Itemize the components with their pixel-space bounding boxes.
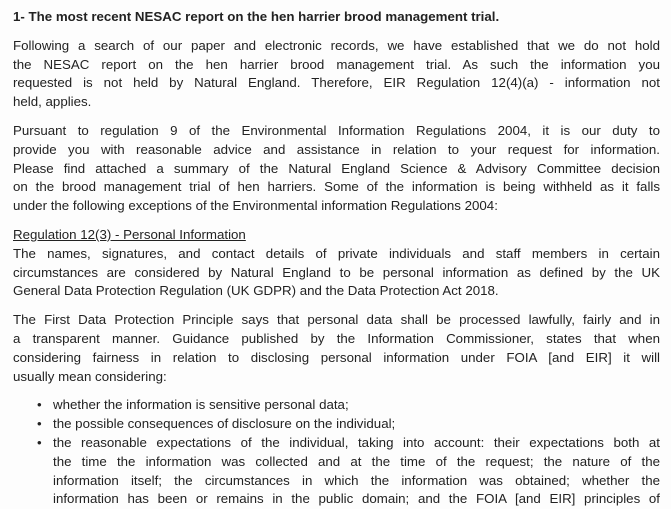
text-line: the reasonable expectations of the individual, taking into account: their expectations both at <box>53 434 660 450</box>
subheading-text: Regulation 12(3) - Personal Information <box>13 226 246 242</box>
bullet-icon: • <box>37 434 42 450</box>
text-line: General Data Protection Regulation (UK GDPR) and the Data Protection Act 2018. <box>13 283 499 299</box>
bullet-icon: • <box>37 416 42 432</box>
text-line: considering fairness in relation to disclosing personal information under FOIA [and EIR] it will <box>13 349 660 365</box>
text-line: requested is not held by Natural England. Therefore, EIR Regulation 12(4)(a) - information not <box>13 75 660 91</box>
bullet-item-text <box>53 415 660 434</box>
text-line: Following a search of our paper and electronic records, we have established that we do not hold <box>13 37 660 53</box>
bullets-block <box>13 396 660 509</box>
paragraph-block <box>13 122 660 216</box>
text-line: whether the information is sensitive personal data; <box>53 397 349 413</box>
text-line: under the following exceptions of the Environmental information Regulations 2004: <box>13 198 498 214</box>
text-line: usually mean considering: <box>13 368 167 384</box>
text-line: Please find attached a summary of the Natural England Science & Advisory Committee decision <box>13 160 660 176</box>
paragraph-block <box>13 37 660 112</box>
text-line: information itself; the circumstances in which the information was obtained; whether the <box>53 472 660 488</box>
text-line: The First Data Protection Principle says that personal data shall be processed lawfully, fairly and in <box>13 312 660 328</box>
document-content <box>13 8 660 509</box>
text-line: the possible consequences of disclosure on the individual; <box>53 416 396 432</box>
text-line: provide you with reasonable advice and assistance in relation to your request for information. <box>13 141 660 157</box>
text-line: The names, signatures, and contact details of private individuals and staff members in certain <box>13 245 660 261</box>
paragraph-block <box>13 311 660 386</box>
text-line: held, applies. <box>13 94 92 110</box>
bullet-list-item <box>13 434 660 509</box>
text-line: the time the information was collected and at the time of the request; the nature of the <box>53 453 660 469</box>
subheading-block <box>13 226 660 245</box>
bullet-item-text <box>53 396 660 415</box>
text-line: circumstances are considered by Natural England to be personal information as defined by the UK <box>13 264 660 280</box>
heading-block <box>13 8 660 27</box>
text-line: the NESAC report on the hen harrier brood management trial. As such the information you <box>13 56 660 72</box>
bullet-list-item <box>13 396 660 415</box>
paragraph-block <box>13 245 660 301</box>
text-line: Pursuant to regulation 9 of the Environmental Information Regulations 2004, it is our duty to <box>13 122 660 138</box>
bullet-list-item <box>13 415 660 434</box>
heading-text: 1- The most recent NESAC report on the hen harrier brood management trial. <box>13 9 500 24</box>
text-line: on the brood management trial of hen harriers. Some of the information is being withheld as it falls <box>13 179 660 195</box>
text-line: information has been or remains in the public domain; and the FOIA [and EIR] principles of <box>53 491 660 507</box>
bullet-icon: • <box>37 397 42 413</box>
text-line: a transparent manner. Guidance published by the Information Commissioner, states that when <box>13 330 660 346</box>
bullet-item-text <box>53 434 660 509</box>
